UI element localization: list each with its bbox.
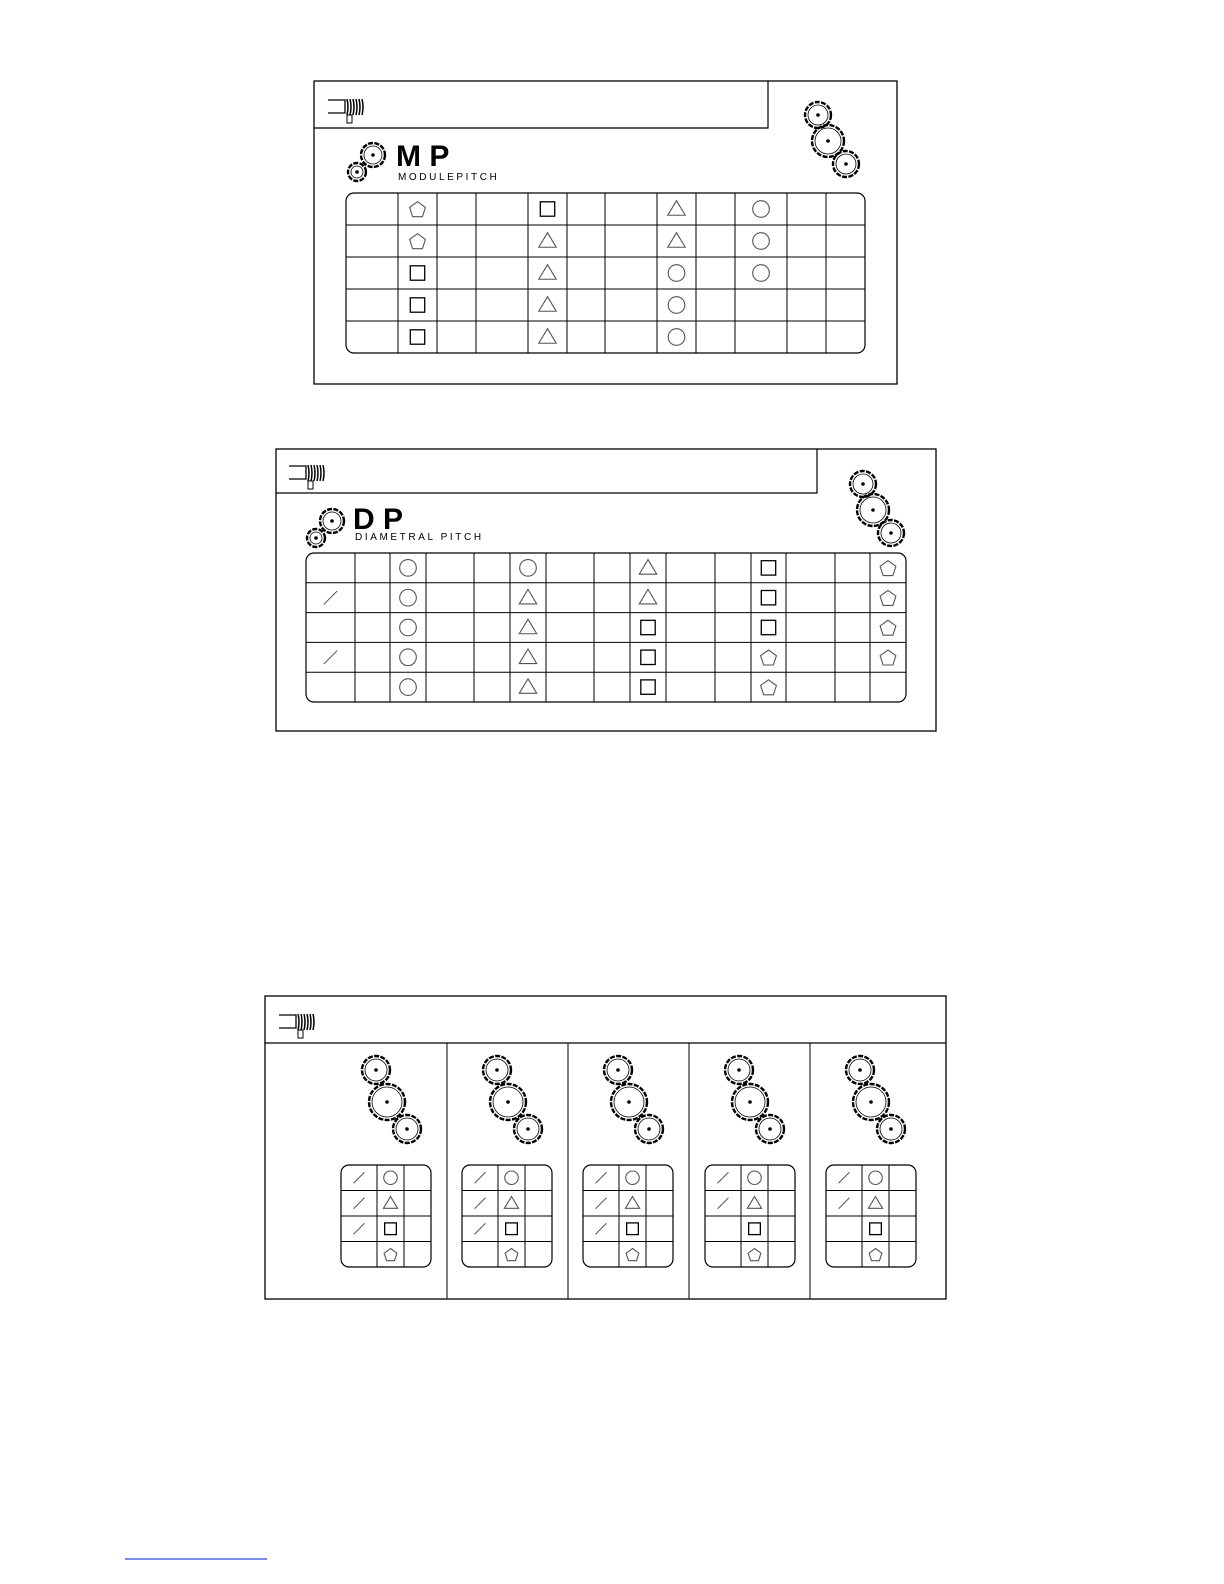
slash-mark xyxy=(354,1198,365,1209)
circle-symbol xyxy=(753,201,770,218)
pentagon-symbol xyxy=(626,1249,639,1261)
pentagon-symbol xyxy=(410,234,426,249)
triangle-symbol xyxy=(639,589,656,604)
gear-combination-panel xyxy=(265,996,946,1299)
triangle-symbol xyxy=(539,297,556,312)
pentagon-symbol xyxy=(410,202,426,217)
gear-train-icon xyxy=(805,102,859,177)
dp-panel-frame xyxy=(276,449,936,731)
gear-train-icon xyxy=(850,471,904,546)
circle-symbol xyxy=(400,619,417,636)
gear-section xyxy=(341,1056,431,1267)
triangle-symbol xyxy=(539,233,556,248)
slash-mark xyxy=(475,1198,486,1209)
circle-symbol xyxy=(668,329,685,346)
module-pitch-panel xyxy=(314,81,897,384)
gear-panel-frame xyxy=(265,996,946,1299)
circle-symbol xyxy=(384,1171,398,1185)
slash-mark xyxy=(354,1223,365,1234)
gear-selection-table xyxy=(826,1165,916,1267)
circle-symbol xyxy=(400,679,417,696)
pentagon-symbol xyxy=(880,590,896,605)
triangle-symbol xyxy=(383,1196,397,1208)
circle-symbol xyxy=(400,589,417,606)
gear-section xyxy=(705,1056,795,1267)
gear-section xyxy=(583,1056,673,1267)
triangle-symbol xyxy=(519,619,536,634)
circle-symbol xyxy=(668,297,685,314)
gear-sections xyxy=(341,1056,916,1267)
slash-mark xyxy=(324,651,337,664)
circle-symbol xyxy=(668,265,685,282)
spring-icon xyxy=(279,1014,314,1038)
square-symbol xyxy=(540,202,554,216)
gear-train-icon xyxy=(604,1056,663,1143)
pentagon-symbol xyxy=(880,561,896,576)
circle-symbol xyxy=(505,1171,519,1185)
mp-title: M P xyxy=(396,140,450,173)
pentagon-symbol xyxy=(505,1249,518,1261)
mp-header-bar xyxy=(314,81,768,128)
pentagon-symbol xyxy=(761,650,777,665)
triangle-symbol xyxy=(625,1196,639,1208)
gear-selection-table xyxy=(583,1165,673,1267)
slash-mark xyxy=(596,1198,607,1209)
triangle-symbol xyxy=(519,679,536,694)
gear-section xyxy=(826,1056,916,1267)
square-symbol xyxy=(410,298,424,312)
circle-symbol xyxy=(869,1171,883,1185)
slash-mark xyxy=(596,1172,607,1183)
triangle-symbol xyxy=(504,1196,518,1208)
slash-mark xyxy=(354,1172,365,1183)
mp-selection-table xyxy=(346,193,865,353)
gear-train-icon xyxy=(846,1056,905,1143)
square-symbol xyxy=(506,1223,518,1235)
square-symbol xyxy=(641,650,655,664)
square-symbol xyxy=(627,1223,639,1235)
dp-selection-table xyxy=(306,553,906,702)
small-gear-pair-icon xyxy=(307,509,344,547)
circle-symbol xyxy=(400,649,417,666)
gear-selection-table xyxy=(705,1165,795,1267)
slash-mark xyxy=(475,1172,486,1183)
square-symbol xyxy=(410,330,424,344)
square-symbol xyxy=(870,1223,882,1235)
gear-train-icon xyxy=(362,1056,421,1143)
pentagon-symbol xyxy=(880,650,896,665)
square-symbol xyxy=(761,620,775,634)
spring-icon xyxy=(328,99,363,123)
spring-icon xyxy=(289,465,324,489)
triangle-symbol xyxy=(668,201,685,216)
dp-header-bar xyxy=(276,449,817,493)
slash-mark xyxy=(324,591,337,604)
gear-train-icon xyxy=(483,1056,542,1143)
pentagon-symbol xyxy=(384,1249,397,1261)
gear-selection-table xyxy=(341,1165,431,1267)
slash-mark xyxy=(718,1172,729,1183)
mp-subtitle: MODULEPITCH xyxy=(398,172,500,183)
dp-subtitle: DIAMETRAL PITCH xyxy=(355,532,484,543)
slash-mark xyxy=(839,1198,850,1209)
square-symbol xyxy=(761,591,775,605)
diametral-pitch-panel xyxy=(276,449,936,731)
pentagon-symbol xyxy=(869,1249,882,1261)
triangle-symbol xyxy=(519,589,536,604)
square-symbol xyxy=(749,1223,761,1235)
slash-mark xyxy=(839,1172,850,1183)
gear-section xyxy=(462,1056,552,1267)
triangle-symbol xyxy=(639,560,656,575)
circle-symbol xyxy=(748,1171,762,1185)
table-border xyxy=(306,553,906,702)
square-symbol xyxy=(410,266,424,280)
slash-mark xyxy=(475,1223,486,1234)
triangle-symbol xyxy=(868,1196,882,1208)
pentagon-symbol xyxy=(748,1249,761,1261)
slash-mark xyxy=(596,1223,607,1234)
triangle-symbol xyxy=(539,329,556,344)
dp-title: D P xyxy=(353,503,404,536)
gear-train-icon xyxy=(725,1056,784,1143)
square-symbol xyxy=(385,1223,397,1235)
square-symbol xyxy=(641,680,655,694)
circle-symbol xyxy=(753,265,770,282)
square-symbol xyxy=(761,561,775,575)
small-gear-pair-icon xyxy=(348,143,385,181)
square-symbol xyxy=(641,620,655,634)
triangle-symbol xyxy=(668,233,685,248)
triangle-symbol xyxy=(519,649,536,664)
triangle-symbol xyxy=(747,1196,761,1208)
triangle-symbol xyxy=(539,265,556,280)
circle-symbol xyxy=(400,560,417,577)
circle-symbol xyxy=(753,233,770,250)
circle-symbol xyxy=(626,1171,640,1185)
circle-symbol xyxy=(520,560,537,577)
pentagon-symbol xyxy=(761,680,777,695)
gear-selection-table xyxy=(462,1165,552,1267)
slash-mark xyxy=(718,1198,729,1209)
pentagon-symbol xyxy=(880,620,896,635)
